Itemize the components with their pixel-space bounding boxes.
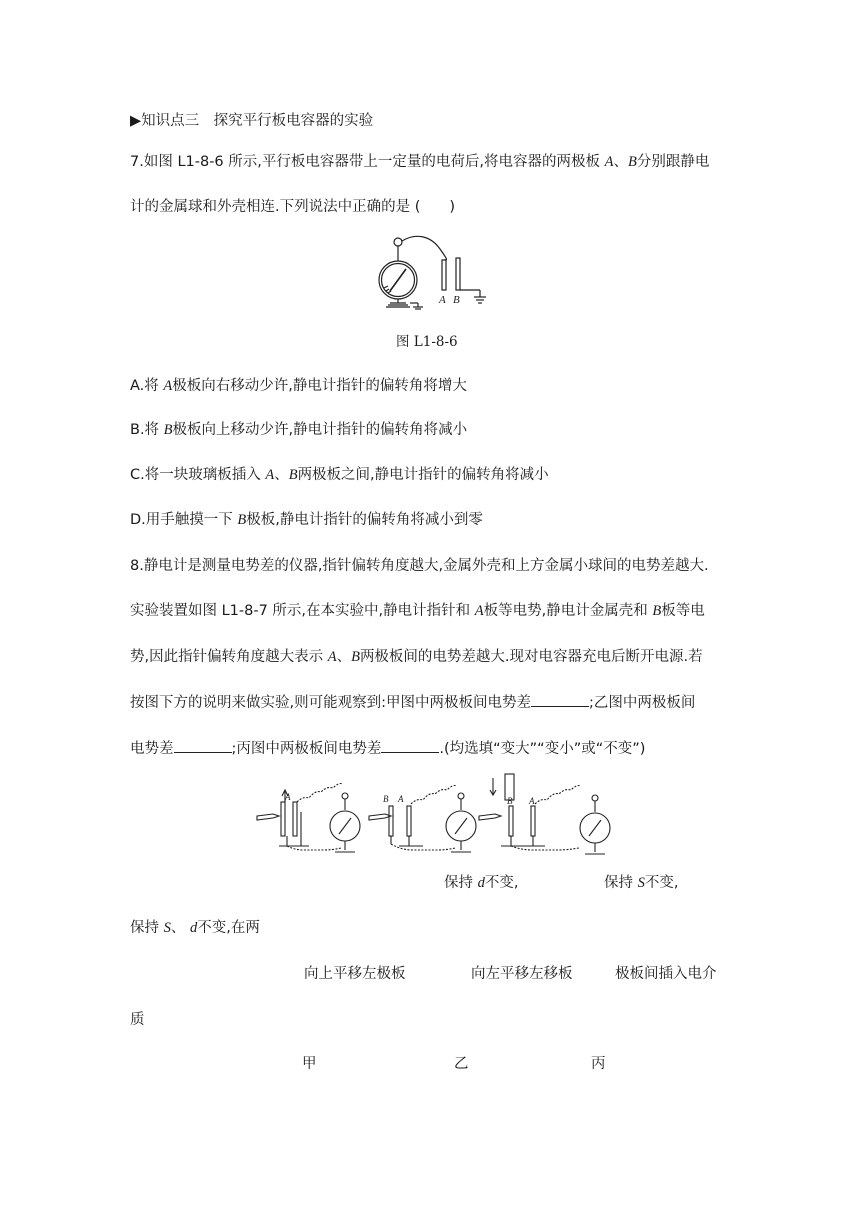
plate-b-icon [456,258,460,290]
var-b: B [237,512,247,528]
option-text: B.将 [130,422,164,438]
section-heading [130,111,373,131]
section-heading-text: 知识点三 探究平行板电容器的实验 [141,113,374,129]
var-d: d [189,920,198,936]
answer-blank-jia[interactable] [531,692,589,707]
caption-insert: 极板间插入电介 [615,966,717,982]
var-a: A [163,378,173,394]
option-text: 极板向上移动少许,静电计指针的偏转角将减小 [172,422,468,438]
var-a: A [604,154,614,170]
answer-blank-bing[interactable] [381,738,439,753]
caption-text: 不变,在两 [197,920,260,936]
separator: 、 [336,649,352,665]
fig-label-b: B [453,294,460,306]
caption-insert-tail: 质 [130,1012,145,1028]
figure-caption-l1-8-6: 图 L1-8-6 [396,334,458,350]
option-text: C.将一块玻璃板插入 [130,467,266,483]
q8-text: 板等电势,静电计金属壳和 [483,603,653,619]
caption-text: 不变, [644,875,679,891]
answer-blank-yi[interactable] [174,738,232,753]
q7-line-2 [130,197,455,217]
play-marker-icon: ▶ [130,113,142,129]
q7-option-b [130,420,467,440]
separator: 、 [274,467,289,483]
label-yi: 乙 [454,1056,469,1072]
var-a: A [327,649,337,665]
q7-option-d [130,510,483,530]
caption-move-up: 向上平移左极板 [304,966,406,982]
q8-text: 8.静电计是测量电势差的仪器,指针偏转角度越大,金属外壳和上方金属小球间的电势差越大. [130,558,709,574]
plate-a-icon [442,260,446,290]
q8-line-1 [130,556,709,576]
electroscope-figure [360,233,495,313]
caption-text: 保持 [130,920,164,936]
q8-text: 实验装置如图 L1-8-7 所示,在本实验中,静电计指针和 [130,603,475,619]
q8-text: ;乙图中两极板间 [589,695,696,711]
q8-text: 势,因此指针偏转角度越大表示 [130,649,328,665]
option-text: 两极板之间,静电计指针的偏转角将减小 [297,467,549,483]
option-text: D.用手触摸一下 [130,512,238,528]
caption-keep-d [444,873,518,893]
fig-label-a: A [529,796,535,806]
q8-line-5 [130,738,645,759]
caption-keep-s [604,873,678,893]
var-b: B [351,649,360,665]
q7-line-1 [130,152,709,172]
apparatus-jia [257,784,360,853]
caption-keep-sd [130,918,260,938]
q7-option-c [130,465,549,485]
var-b: B [163,422,173,438]
q8-text: 板等电 [661,603,705,619]
option-text: A.将 [130,378,164,394]
electroscope-ball-icon [394,238,402,246]
capacitor-experiment-figure [255,772,625,860]
q8-line-3 [130,647,703,667]
q8-text: .(均选填“变大”“变小”或“不变”) [439,741,646,757]
caption-text: 保持 [444,875,478,891]
fig-label-b: B [383,794,389,804]
var-d: d [477,875,485,891]
separator: 、 [613,154,628,170]
option-text: 极板,静电计指针的偏转角将减小到零 [246,512,483,528]
fig-label-b: B [507,796,513,806]
option-text: 极板向右移动少许,静电计指针的偏转角将增大 [172,378,467,394]
var-a: A [474,603,484,619]
caption-text: 不变, [484,875,519,891]
q8-line-4 [130,692,695,713]
var-s: S [637,875,645,891]
q7-text: 计的金属球和外壳相连.下列说法中正确的是 ( ) [130,199,456,215]
var-b: B [627,154,637,170]
var-b: B [288,467,298,483]
q7-text: 分别跟静电 [636,154,710,170]
q8-text: 电势差 [130,741,174,757]
fig-label-a: A [398,794,404,804]
var-s: S [163,920,171,936]
q7-text: 7.如图 L1-8-6 所示,平行板电容器带上一定量的电荷后,将电容器的两极板 [130,154,605,170]
separator: 、 [170,920,190,936]
var-b: B [652,603,662,619]
q8-text: 按图下方的说明来做实验,则可能观察到:甲图中两极板间电势差 [130,695,531,711]
fig-label-a: A [285,792,291,802]
caption-move-left: 向左平移左移板 [471,966,573,982]
fig-label-a: A [439,294,446,306]
q7-option-a [130,376,467,396]
q8-text: 两极板间的电势差越大.现对电容器充电后断开电源.若 [359,649,703,665]
caption-text: 保持 [604,875,638,891]
label-bing: 丙 [591,1056,606,1072]
label-jia: 甲 [302,1056,317,1072]
q8-text: ;丙图中两极板间电势差 [231,741,382,757]
apparatus-bing [479,774,610,854]
var-a: A [265,467,275,483]
q8-line-2 [130,601,705,621]
